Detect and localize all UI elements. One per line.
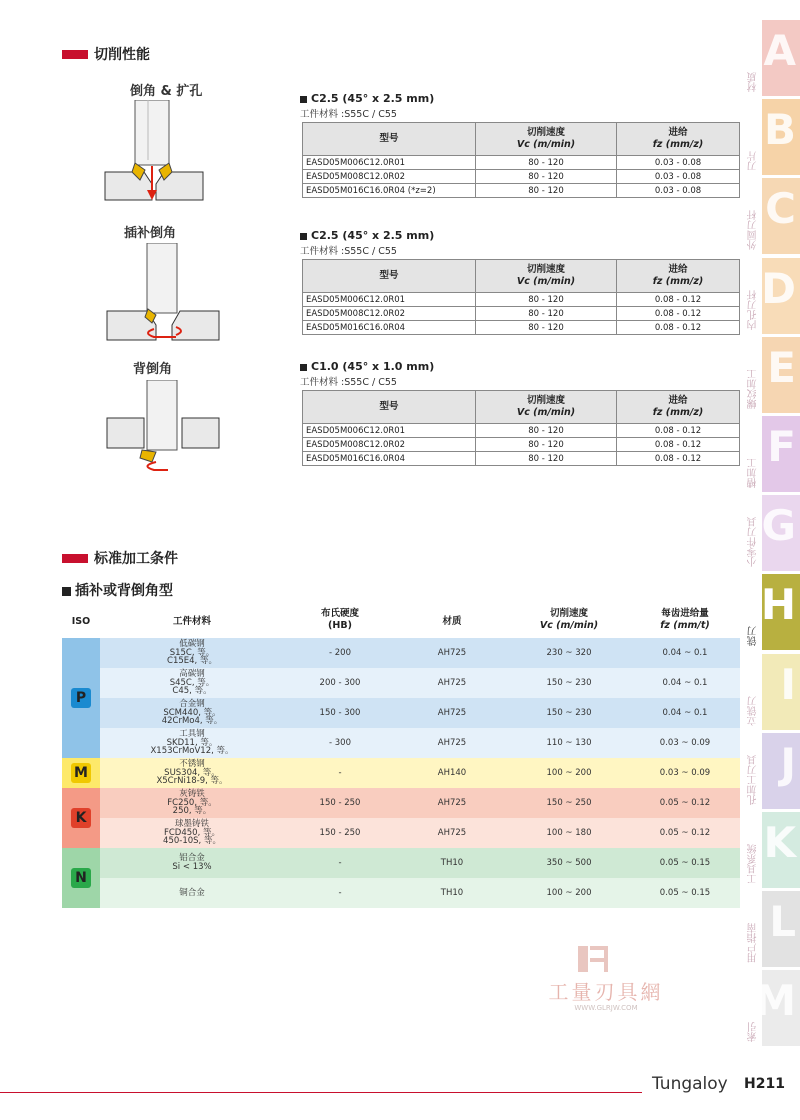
table-row: EASD05M008C12.0R02 80 - 120 0.08 - 0.12 <box>303 438 740 452</box>
tab-m[interactable] <box>748 970 800 1046</box>
table-row <box>100 788 740 818</box>
table-2-heading: C2.5 (45° x 2.5 mm) 工件材料 :S55C / C55 <box>300 229 435 257</box>
hb-cell: 150 - 250 <box>319 797 361 808</box>
material-line: 450-10S, 等。 <box>163 836 221 847</box>
table-row <box>100 818 740 848</box>
grade-cell: AH725 <box>437 707 467 718</box>
material-line: 高碳钢 <box>179 668 205 679</box>
material-line: 低碳钢 <box>179 638 205 649</box>
std-col-speed: 切削速度 Vc (m/min) <box>539 608 599 631</box>
tab-c[interactable] <box>748 178 800 254</box>
vc-cell: 110 ~ 130 <box>546 737 592 748</box>
hb-cell: 150 - 250 <box>319 827 361 838</box>
hb-cell: - 200 <box>329 647 351 658</box>
material-line: 球墨铸铁 <box>174 818 209 829</box>
hb-cell: - <box>338 857 342 868</box>
tab-letter: E <box>767 342 796 392</box>
grade-cell: AH725 <box>437 737 467 748</box>
iso-group-0 <box>62 638 100 758</box>
fz-cell: 0.05 ~ 0.15 <box>659 887 711 898</box>
material-line: 灰铸铁 <box>179 788 205 799</box>
material-line: X5CrNi18-9, 等。 <box>156 776 228 787</box>
material-line: S45C, 等。 <box>169 677 215 688</box>
tab-letter: K <box>763 818 796 867</box>
tab-letter: H <box>760 580 796 630</box>
tab-label: 用户指南 <box>748 923 759 964</box>
tab-label: 孔加工刀具 <box>748 754 759 805</box>
cutting-table-2 <box>302 259 740 335</box>
tab-label: 材质 <box>748 72 759 92</box>
hb-cell: 150 - 300 <box>319 707 361 718</box>
iso-group-2 <box>62 788 100 848</box>
std-col-grade: 材质 <box>442 616 462 627</box>
subsection-title: 插补或背倒角型 <box>62 580 173 600</box>
tab-letter: A <box>763 26 796 75</box>
interp-chamfer-diagram <box>104 243 222 343</box>
tab-letter: B <box>763 105 796 155</box>
table-row: EASD05M008C12.0R02 80 - 120 0.08 - 0.12 <box>303 307 740 321</box>
fz-cell: 0.05 ~ 0.15 <box>659 857 711 868</box>
tab-d[interactable] <box>748 258 800 334</box>
iso-badge: N <box>71 868 91 888</box>
material-line: 不锈钢 <box>179 758 205 769</box>
material-line: S15C, 等。 <box>169 647 215 658</box>
material-cell <box>100 788 284 818</box>
section-title-standard: 标准加工条件 <box>62 548 178 568</box>
material-cell <box>100 698 284 728</box>
grade-cell: AH725 <box>437 677 467 688</box>
table-row <box>100 668 740 698</box>
tab-i[interactable] <box>748 654 800 730</box>
section-title-cutting: 切削性能 <box>62 44 150 64</box>
fz-cell: 0.04 ~ 0.1 <box>662 707 708 718</box>
tab-label: 小零件刀具 <box>748 517 759 568</box>
table-row: EASD05M006C12.0R01 80 - 120 0.08 - 0.12 <box>303 424 740 438</box>
vc-cell: 100 ~ 200 <box>546 767 592 778</box>
square-bullet <box>300 364 307 371</box>
material-line: 工具钢 <box>179 728 205 739</box>
tab-g[interactable] <box>748 495 800 571</box>
tab-h[interactable] <box>748 574 800 650</box>
material-line: FC250, 等。 <box>167 797 217 808</box>
material-line: 42CrMo4, 等。 <box>161 716 223 727</box>
tab-letter: J <box>780 738 796 788</box>
vc-cell: 150 ~ 230 <box>546 707 592 718</box>
footer-rule <box>0 1092 642 1093</box>
table-row: EASD05M006C12.0R01 80 - 120 0.08 - 0.12 <box>303 293 740 307</box>
col-model: 型号 <box>303 123 476 156</box>
tab-k[interactable] <box>748 812 800 888</box>
table-row: EASD05M016C16.0R04 (*z=2) 80 - 120 0.03 - 0.08 <box>303 184 740 198</box>
tab-label: 工具系统 <box>748 844 759 884</box>
material-cell <box>100 758 284 788</box>
iso-badge: M <box>71 763 91 783</box>
table-row <box>100 878 740 908</box>
table-row <box>100 638 740 668</box>
material-cell <box>100 848 284 878</box>
table-row: EASD05M016C16.0R04 80 - 120 0.08 - 0.12 <box>303 452 740 466</box>
material-line: FCD450, 等。 <box>163 827 220 838</box>
tab-label: 槽加工 <box>748 458 759 488</box>
hb-cell: 200 - 300 <box>319 677 361 688</box>
grade-cell: AH725 <box>437 827 467 838</box>
std-col-feed: 每齿进给量 fz (mm/t) <box>660 608 710 631</box>
back-chamfer-diagram <box>104 380 222 480</box>
tab-a[interactable] <box>748 20 800 96</box>
tab-l[interactable] <box>748 891 800 967</box>
material-line: Si < 13% <box>172 862 212 872</box>
tab-letter: G <box>761 501 796 551</box>
std-col-material: 工件材料 <box>172 616 211 627</box>
tab-label: 索引 <box>748 1022 759 1043</box>
std-col-iso: ISO <box>71 616 91 627</box>
tab-label: 铣刀 <box>748 626 759 647</box>
diagram-label-back: 背倒角 <box>133 362 173 377</box>
square-bullet <box>300 96 307 103</box>
tab-label: 外圆刀杆 <box>748 210 759 251</box>
vc-cell: 150 ~ 250 <box>546 797 592 808</box>
fz-cell: 0.04 ~ 0.1 <box>662 677 708 688</box>
material-line: X153CrMoV12, 等。 <box>150 746 234 757</box>
vc-cell: 350 ~ 500 <box>546 857 592 868</box>
section-marker <box>62 554 88 563</box>
tab-b[interactable] <box>748 99 800 175</box>
tab-e[interactable] <box>748 337 800 413</box>
material-cell <box>100 638 284 668</box>
grade-cell: AH725 <box>437 647 467 658</box>
watermark-logo-icon <box>576 944 612 976</box>
vc-cell: 230 ~ 320 <box>546 647 592 658</box>
grade-cell: AH725 <box>437 797 467 808</box>
table-row: EASD05M008C12.0R02 80 - 120 0.03 - 0.08 <box>303 170 740 184</box>
hb-cell: - <box>338 767 342 778</box>
col-speed: 切削速度 Vc (m/min) <box>476 123 617 156</box>
section-marker <box>62 50 88 59</box>
col-speed: 切削速度 Vc (m/min) <box>476 260 617 293</box>
fz-cell: 0.03 ~ 0.09 <box>659 737 711 748</box>
grade-cell: AH140 <box>437 767 467 778</box>
footer-brand: Tungaloy <box>652 1074 728 1094</box>
tab-j[interactable] <box>748 733 800 809</box>
cutting-table-1 <box>302 122 740 198</box>
chamfer-diagram <box>104 100 204 202</box>
vc-cell: 100 ~ 180 <box>546 827 592 838</box>
cutting-table-3 <box>302 390 740 466</box>
fz-cell: 0.05 ~ 0.12 <box>659 797 711 808</box>
diagram-label-chamfer: 倒角 & 扩孔 <box>130 84 203 99</box>
table-row <box>100 758 740 788</box>
grade-cell: TH10 <box>440 887 464 898</box>
tab-letter: L <box>769 897 796 947</box>
tab-label: 刀片 <box>748 151 759 172</box>
material-line: C45, 等。 <box>172 686 212 697</box>
std-col-hardness: 布氏硬度 (HB) <box>320 608 359 631</box>
material-line: SKD11, 等。 <box>166 737 218 748</box>
material-cell <box>100 878 284 908</box>
tab-letter: M <box>754 976 796 1026</box>
tab-letter: D <box>761 263 796 313</box>
table-row <box>100 728 740 758</box>
tab-letter: F <box>767 422 796 471</box>
col-feed: 进给 fz (mm/z) <box>616 260 739 293</box>
square-bullet <box>300 233 307 240</box>
grade-cell: TH10 <box>440 857 464 868</box>
table-1-heading: C2.5 (45° x 2.5 mm) 工件材料 :S55C / C55 <box>300 92 435 120</box>
material-line: 铝合金 <box>179 853 205 864</box>
page-number: H211 <box>744 1076 785 1092</box>
hb-cell: - <box>338 887 342 898</box>
col-feed: 进给 fz (mm/z) <box>616 123 739 156</box>
material-cell <box>100 728 284 758</box>
col-speed: 切削速度 Vc (m/min) <box>476 391 617 424</box>
tab-letter: I <box>780 659 796 709</box>
material-line: SUS304, 等。 <box>164 767 220 778</box>
square-bullet <box>62 587 71 596</box>
fz-cell: 0.03 ~ 0.09 <box>659 767 711 778</box>
tab-label: 螺纹加工 <box>748 368 759 409</box>
fz-cell: 0.05 ~ 0.12 <box>659 827 711 838</box>
hb-cell: - 300 <box>329 737 351 748</box>
tab-label: 立铣刀 <box>748 695 759 726</box>
tab-f[interactable] <box>748 416 800 492</box>
table-3-heading: C1.0 (45° x 1.0 mm) 工件材料 :S55C / C55 <box>300 360 435 388</box>
material-line: 合金钢 <box>179 698 205 709</box>
table-row <box>100 848 740 878</box>
material-cell <box>100 668 284 698</box>
tab-label: 内孔刀杆 <box>748 289 759 330</box>
table-row: EASD05M016C16.0R04 80 - 120 0.08 - 0.12 <box>303 321 740 335</box>
watermark-text: 工量刃具網 <box>548 980 664 1004</box>
iso-group-1 <box>62 758 100 788</box>
col-feed: 进给 fz (mm/z) <box>616 391 739 424</box>
table-row <box>100 698 740 728</box>
vc-cell: 150 ~ 230 <box>546 677 592 688</box>
vc-cell: 100 ~ 200 <box>546 887 592 898</box>
col-model: 型号 <box>303 391 476 424</box>
tab-letter: C <box>765 184 796 234</box>
iso-badge: P <box>71 688 91 708</box>
col-model: 型号 <box>303 260 476 293</box>
material-line: 250, 等。 <box>172 806 212 817</box>
table-row: EASD05M006C12.0R01 80 - 120 0.03 - 0.08 <box>303 156 740 170</box>
material-line: 铜合金 <box>179 887 205 898</box>
material-cell <box>100 818 284 848</box>
watermark-url: WWW.GLRJW.COM <box>574 1004 638 1012</box>
iso-badge: K <box>71 808 91 828</box>
iso-group-3 <box>62 848 100 908</box>
fz-cell: 0.04 ~ 0.1 <box>662 647 708 658</box>
material-line: SCM440, 等。 <box>163 707 221 718</box>
material-line: C15E4, 等。 <box>167 656 217 667</box>
diagram-label-interp: 插补倒角 <box>124 226 177 241</box>
